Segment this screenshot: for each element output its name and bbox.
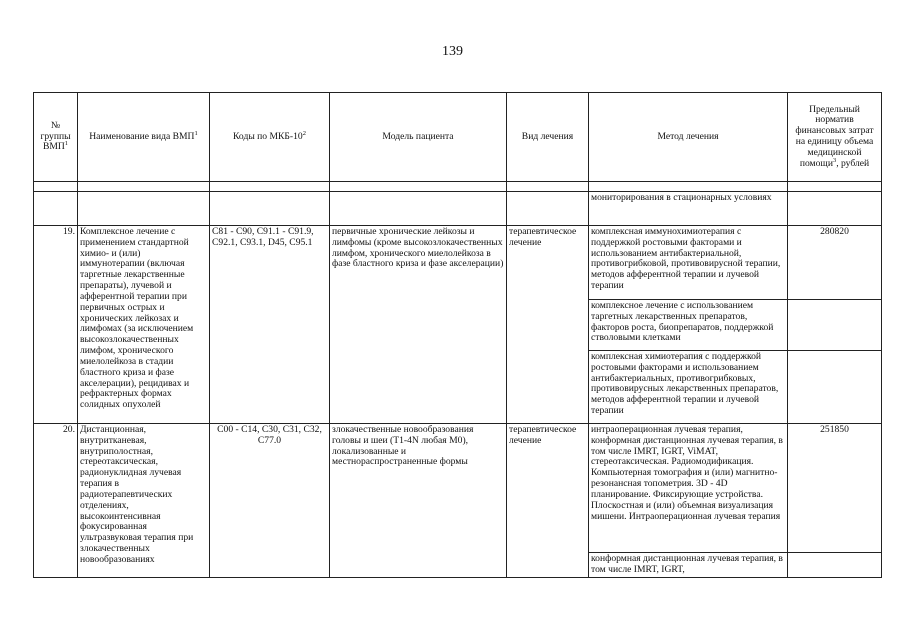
- row-type: терапевтическое лечение: [507, 226, 589, 424]
- header-patient-model: Модель пациента: [330, 93, 507, 182]
- page-number: 139: [442, 44, 463, 59]
- row-codes: C81 - C90, C91.1 - C91.9, C92.1, C93.1, D45, C95.1: [210, 226, 330, 424]
- continuation-row: [34, 192, 882, 226]
- row-type: терапевтическое лечение: [507, 424, 589, 578]
- header-name: Наименование вида ВМП$^1$: [78, 93, 210, 182]
- header-treatment-type: Вид лечения: [507, 93, 589, 182]
- continued-method: мониторирования в стационарных условиях: [589, 192, 788, 226]
- row-cost: 280820: [788, 226, 882, 300]
- row-method: комплексное лечение с использованием таргетных лекарственных препаратов, факторов роста, биопрепаратов, поддержкой стволовыми клетками: [589, 300, 788, 351]
- row-cost: 251850: [788, 424, 882, 553]
- header-treatment-method: Метод лечения: [589, 93, 788, 182]
- row-method: интраоперационная лучевая терапия, конформная дистанционная лучевая терапия, в том числе IMRT, IGRT, ViMAT, стереотаксическая. Радиомодификация. Компьютерная томография и (или) магнитно-резонансная топометрия. 3D - 4D планирование. Фиксирующие устройства. Плоскостная и (или) объемная визуализация мишени. Интраоперационная лучевая терапия: [589, 424, 788, 553]
- vmp-table: [33, 92, 882, 578]
- row-name: Дистанционная, внутритканевая, внутриполостная, стереотаксическая, радионуклидная лучевая терапия в радиотерапевтических отделениях, высокоинтенсивная фокусированная ультразвуковая терапия при злокачественных новообразованиях: [78, 424, 210, 578]
- table-row: [34, 424, 882, 553]
- row-method: комплексная иммунохимиотерапия с поддержкой ростовыми факторами и использованием антибактериальной, противогрибковой, противовирусной терапии, методов афферентной терапии и лучевой терапии: [589, 226, 788, 300]
- row-name: Комплексное лечение с применением стандартной химио- и (или) иммунотерапии (включая таргетные лекарственные препараты), лучевой и афферентной терапии при первичных острых и хронических лейкозах и лимфомах (за исключением высокозлокачественных лимфом, хронического миелолейкоза в стадии бластного криза и фазе акселерации), рецидивах и рефрактерных формах солидных опухолей: [78, 226, 210, 424]
- spacer-row: [34, 182, 882, 192]
- header-cost: Предельный норматив финансовых затрат на единицу объема медицинской помощи$^3$, рублей: [788, 93, 882, 182]
- row-codes: C00 - C14, C30, C31, C32, C77.0: [210, 424, 330, 578]
- row-method: комплексная химиотерапия с поддержкой ростовыми факторами и использованием антибактериальных, противогрибковых, противовирусных лекарственных препаратов, методов афферентной терапии и лучевой терапии: [589, 351, 788, 424]
- row-no: 20.: [34, 424, 78, 578]
- header-row: [34, 93, 882, 182]
- table-row: [34, 226, 882, 300]
- header-codes: Коды по МКБ-$10^2$: [210, 93, 330, 182]
- header-group-no: № группы ВМП$^1$: [34, 93, 78, 182]
- row-model: злокачественные новообразования головы и шеи (T1-4N любая M0), локализованные и местнораспространенные формы: [330, 424, 507, 578]
- row-model: первичные хронические лейкозы и лимфомы (кроме высокозлокачественных лимфом, хронического миелолейкоза в фазе бластного криза и фазе акселерации): [330, 226, 507, 424]
- row-no: 19.: [34, 226, 78, 424]
- row-method: конформная дистанционная лучевая терапия, в том числе IMRT, IGRT,: [589, 553, 788, 578]
